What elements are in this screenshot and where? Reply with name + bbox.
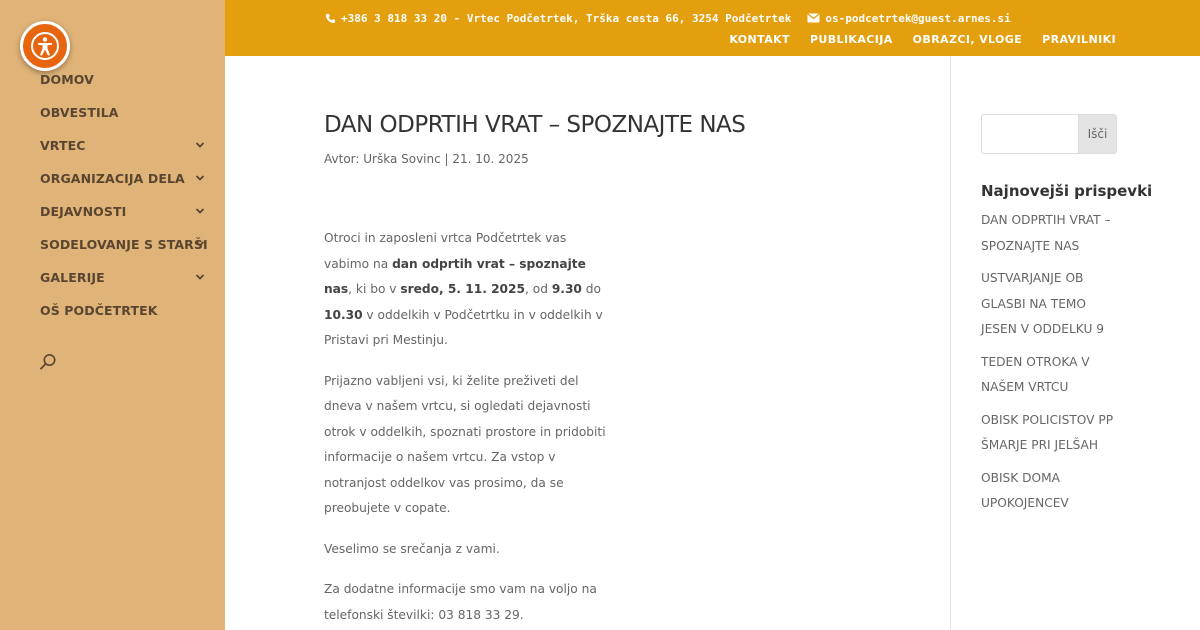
top-nav-obrazci-vloge[interactable]: OBRAZCI, VLOGE <box>912 33 1023 46</box>
sidebar-item-organizacija-dela[interactable] <box>40 167 210 200</box>
chevron-down-icon[interactable] <box>195 272 205 282</box>
post-meta: Avtor: Urška Sovinc | 21. 10. 2025 <box>324 152 529 166</box>
sidebar-item-os-podcetrtek[interactable] <box>40 299 210 332</box>
search-icon[interactable] <box>38 352 58 372</box>
post-paragraph: Veselimo se srečanja z vami. <box>324 541 500 556</box>
recent-post-link[interactable]: OBISK DOMA UPOKOJENCEV <box>981 470 1069 510</box>
sidebar-item-label: VRTEC <box>40 138 86 153</box>
recent-posts-title: Najnovejši prispevki <box>981 182 1153 200</box>
accessibility-icon <box>30 31 60 61</box>
sidebar-item-label: DEJAVNOSTI <box>40 204 127 219</box>
sidebar-item-label: ORGANIZACIJA DELA <box>40 171 185 186</box>
sidebar-item-obvestila[interactable] <box>40 101 210 134</box>
main-nav <box>40 68 210 332</box>
recent-post-link[interactable]: TEDEN OTROKA V NAŠEM VRTCU <box>981 354 1090 394</box>
sidebar-item-label: GALERIJE <box>40 270 105 285</box>
chevron-down-icon[interactable] <box>195 140 205 150</box>
post-paragraph: Za dodatne informacije smo vam na voljo na telefonski številki: 03 818 33 29. <box>324 582 597 622</box>
sidebar-item-label: OŠ PODČETRTEK <box>40 303 158 318</box>
post-body <box>324 226 606 628</box>
event-date: sredo, 5. 11. 2025 <box>400 282 525 296</box>
post-paragraph-invitation <box>324 226 606 354</box>
search-input[interactable] <box>981 114 1078 154</box>
chevron-down-icon[interactable] <box>195 173 205 183</box>
page-title: DAN ODPRTIH VRAT – SPOZNAJTE NAS <box>324 112 746 138</box>
top-nav <box>729 33 1116 46</box>
right-sidebar <box>981 114 1153 524</box>
recent-post-link[interactable]: DAN ODPRTIH VRAT – SPOZNAJTE NAS <box>981 213 1111 253</box>
column-divider <box>950 56 951 630</box>
recent-post-link[interactable]: OBISK POLICISTOV PP ŠMARJE PRI JELŠAH <box>981 412 1114 452</box>
left-sidebar <box>0 0 225 630</box>
chevron-down-icon[interactable] <box>195 206 205 216</box>
post-paragraph: Prijazno vabljeni vsi, ki želite preživeti del dneva v našem vrtcu, si ogledati dejavnosti otrok v oddelkih, spoznati prostore in pridobiti informacije o našem vrtcu. Za vstop v notranjost oddelkov vas prosimo, da se preobujete v copate. <box>324 373 606 515</box>
event-name: dan odprtih vrat – spoznajte nas <box>324 256 586 296</box>
chevron-down-icon[interactable] <box>195 239 205 249</box>
search-widget <box>981 114 1117 154</box>
recent-posts-list <box>981 208 1117 517</box>
top-nav-pravilniki[interactable]: PRAVILNIKI <box>1042 33 1116 46</box>
text-segment: do <box>581 282 601 296</box>
sidebar-item-galerije[interactable] <box>40 266 210 299</box>
contact-info <box>325 9 1011 27</box>
phone-icon <box>325 13 336 24</box>
phone-address-text[interactable]: +386 3 818 33 20 - Vrtec Podčetrtek, Trška cesta 66, 3254 Podčetrtek <box>341 11 792 25</box>
sidebar-item-label: OBVESTILA <box>40 105 119 120</box>
text-segment: , ki bo v <box>348 282 401 296</box>
sidebar-item-domov[interactable] <box>40 68 210 101</box>
event-end-time: 10.30 <box>324 307 363 322</box>
post-article <box>324 112 746 630</box>
email-link[interactable]: os-podcetrtek@guest.arnes.si <box>825 11 1011 25</box>
text-segment: Otroci in zaposleni vrtca Podčetrtek vas vabimo na <box>324 231 567 271</box>
search-button[interactable]: Išči <box>1078 114 1117 154</box>
text-segment: v oddelkih v Podčetrtku in v oddelkih v Pristavi pri Mestinju. <box>324 307 603 347</box>
top-bar <box>225 0 1200 56</box>
text-segment: , od <box>525 282 552 296</box>
event-start-time: 9.30 <box>551 282 582 296</box>
sidebar-item-label: SODELOVANJE S STARŠI <box>40 237 208 252</box>
top-nav-publikacija[interactable]: PUBLIKACIJA <box>809 33 893 46</box>
accessibility-button[interactable] <box>20 21 70 71</box>
sidebar-item-label: DOMOV <box>40 72 94 87</box>
sidebar-item-vrtec[interactable] <box>40 134 210 167</box>
sidebar-item-dejavnosti[interactable] <box>40 200 210 233</box>
top-nav-kontakt[interactable]: KONTAKT <box>729 33 790 46</box>
recent-post-link[interactable]: USTVARJANJE OB GLASBI NA TEMO JESEN V ODDELKU 9 <box>981 271 1104 336</box>
sidebar-item-sodelovanje-s-starsi[interactable] <box>40 233 210 266</box>
envelope-icon <box>807 13 820 23</box>
